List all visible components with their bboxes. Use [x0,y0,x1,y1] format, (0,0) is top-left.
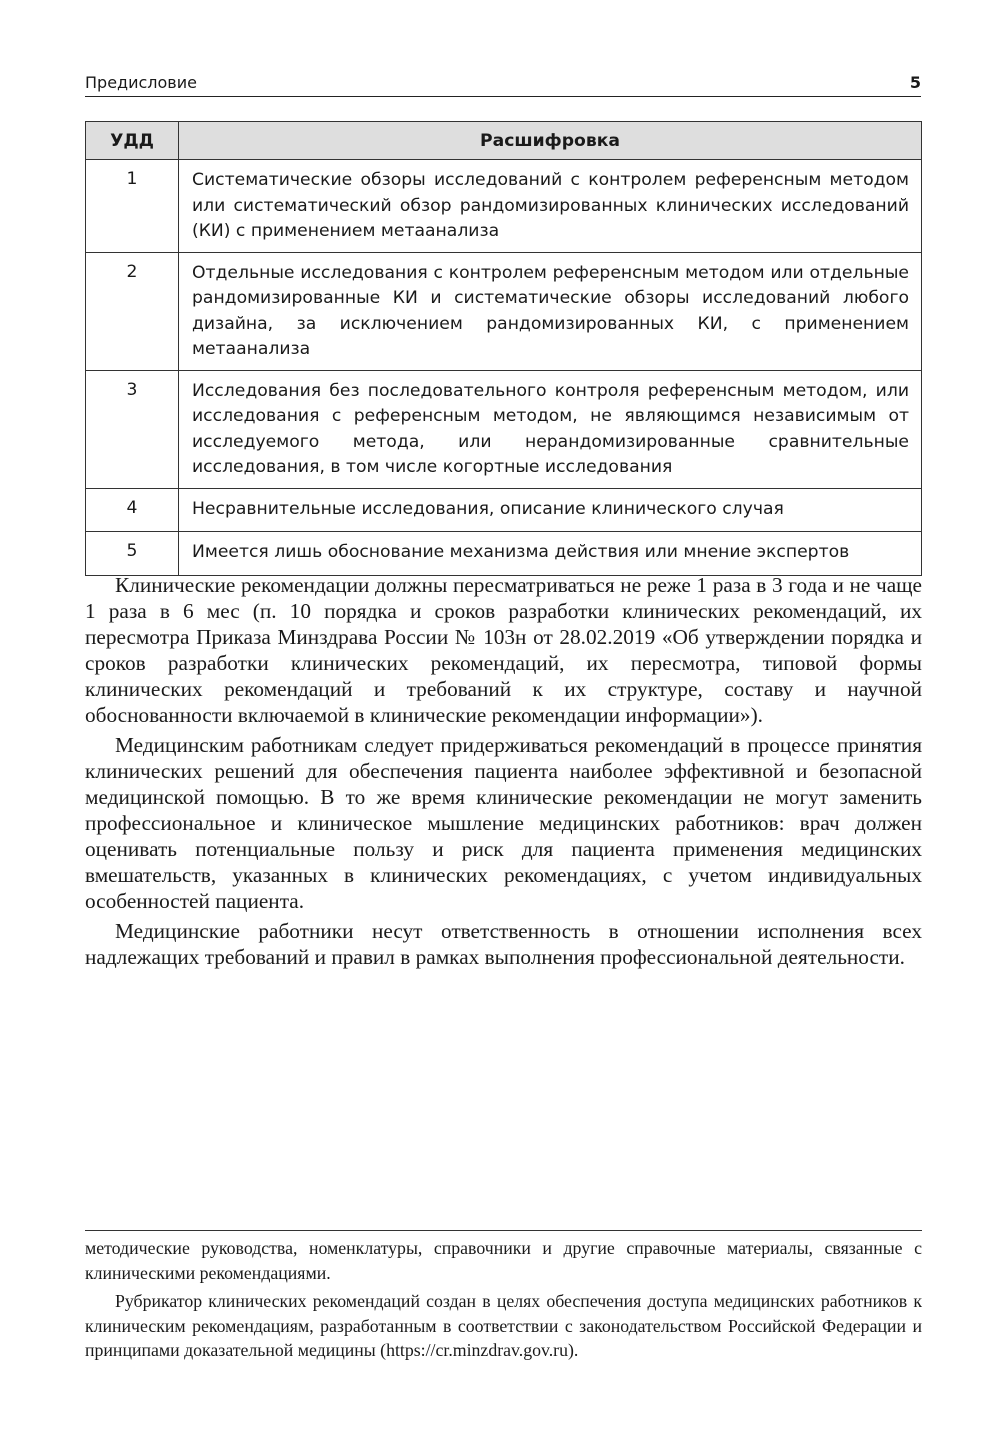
section-title: Предисловие [85,73,197,92]
footnote-continued: методические руководства, номенклатуры, справочники и другие справочные материалы, связанные с клиническими рекомендациями. [85,1238,922,1283]
footnotes [85,1236,922,1367]
description-cell: Систематические обзоры исследований с контролем референсным методом или систематический обзор рандомизированных клинических исследований (КИ) с применением метаанализа [179,160,922,253]
level-cell: 4 [86,488,179,532]
table-row [86,370,922,488]
evidence-level-table [85,121,922,576]
level-cell: 3 [86,370,179,488]
body-paragraph: Медицинские работники несут ответственность в отношении исполнения всех надлежащих требований и правил в рамках выполнения профессиональной деятельности. [85,919,922,969]
level-cell: 5 [86,532,179,576]
footnote-divider [85,1230,922,1231]
table-row [86,488,922,532]
description-cell: Исследования без последовательного контроля референсным методом, или исследования с референсным методом, не являющимся независимым от исследуемого метода, или нерандомизированные сравнительные исследования, в том числе когортные исследования [179,370,922,488]
level-cell: 2 [86,252,179,370]
table-row [86,532,922,576]
body-paragraph: Клинические рекомендации должны пересматриваться не реже 1 раза в 3 года и не чаще 1 раза в 6 мес (п. 10 порядка и сроков разработки клинических рекомендаций, их пересмотра Приказа Минздрава России № 103н от 28.02.2019 «Об утверждении порядка и сроков разработки клинических рекомендаций, их пересмотра, типовой формы клинических рекомендаций и требований к их структуре, составу и научной обоснованности включаемой в клинические рекомендации информации»). [85,573,922,727]
description-cell: Имеется лишь обоснование механизма действия или мнение экспертов [179,532,922,576]
description-cell: Несравнительные исследования, описание клинического случая [179,488,922,532]
description-cell: Отдельные исследования с контролем референсным методом или отдельные рандомизированные КИ и систематические обзоры исследований любого дизайна, за исключением рандомизированных КИ, с применением метаанализа [179,252,922,370]
column-header-udd: УДД [86,122,179,160]
footnote-rubricator: Рубрикатор клинических рекомендаций создан в целях обеспечения доступа медицинских работников к клиническим рекомендациям, разработанным в соответствии с законодательством Российской Федерации и принципами доказательной медицины (https://cr.minzdrav.gov.ru). [85,1291,922,1360]
level-cell: 1 [86,160,179,253]
table-row [86,252,922,370]
page-number: 5 [909,73,921,92]
table-row [86,160,922,253]
column-header-description: Расшифровка [179,122,922,160]
table-header-row [86,122,922,160]
body-paragraph: Медицинским работникам следует придерживаться рекомендаций в процессе принятия клинических решений для обеспечения пациента наиболее эффективной и безопасной медицинской помощью. В то же время клинические рекомендации не могут заменить профессиональное и клиническое мышление медицинских работников: врач должен оценивать потенциальные пользу и риск для пациента применения медицинских вмешательств, указанных в клинических рекомендациях, с учетом индивидуальных особенностей пациента. [85,733,922,913]
body-text [85,572,922,974]
running-header [85,70,921,97]
